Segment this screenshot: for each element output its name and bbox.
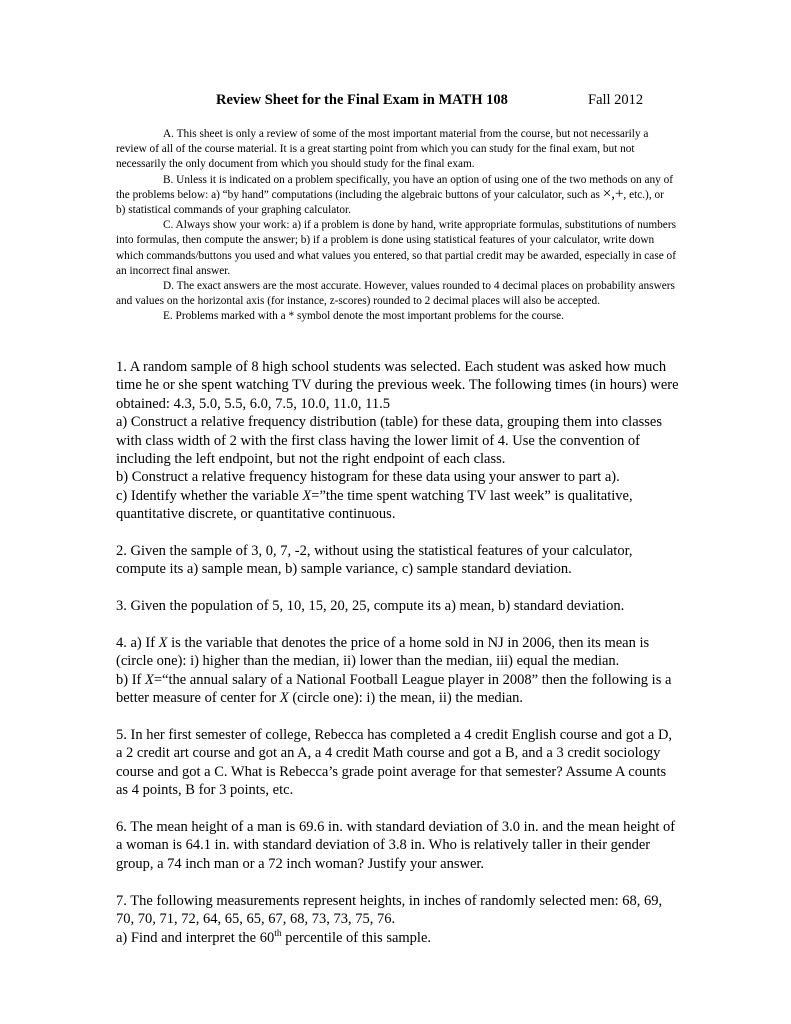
instruction-c: C. Always show your work: a) if a problem is done by hand, write appropriate formulas, substitutions of numbers into formulas, then compute the answer; b) if a problem is done using statistical features of your calculator, write down which commands/buttons you used and what values you entered, so that partial credit may be awarded, especially in case of an incorrect final answer. — [116, 219, 676, 277]
problem-3: 3. Given the population of 5, 10, 15, 20, 25, compute its a) mean, b) standard deviation. — [116, 598, 625, 615]
instructions — [116, 127, 676, 325]
problem-5: 5. In her first semester of college, Rebecca has completed a 4 credit English course and got a D, a 2 credit art course and got an A, a 4 credit Math course and got a B, and a 3 credit sociology course and got a C. What is Rebecca’s grade point average for that semester? Assume A counts as 4 points, B for 3 points, etc. — [116, 727, 673, 799]
instruction-d: D. The exact answers are the most accurate. However, values rounded to 4 decimal places on probability answers and values on the horizontal axis (for instance, z-scores) rounded to 2 decimal places will also be accepted. — [116, 280, 675, 308]
problem-7-part-a: a) Find and interpret the 60th percentile of this sample. — [116, 928, 432, 946]
operator-symbols: ×,+ — [602, 185, 624, 202]
problem-1-intro: 1. A random sample of 8 high school students was selected. Each student was asked how much time he or she spent watching TV during the previous week. The following times (in hours) were obtained: 4.3, 5.0, 5.5, 6.0, 7.5, 10.0, 11.0, 11.5 — [116, 359, 679, 412]
instruction-a: A. This sheet is only a review of some of the most important material from the course, but not necessarily a review of all of the course material. It is a great starting point from which you can study for the final exam, but not necessarily the only document from which you should study for the final exam. — [116, 128, 649, 171]
page-header — [0, 92, 791, 112]
page-title: Review Sheet for the Final Exam in MATH 108 — [216, 92, 508, 108]
term-label: Fall 2012 — [588, 92, 644, 108]
instruction-e: E. Problems marked with a * symbol denote the most important problems for the course. — [163, 310, 564, 323]
problem-4-part-b: b) If X=“the annual salary of a National Football League player in 2008” then the following is a better measure of center for X (circle one): i) the mean, ii) the median. — [116, 671, 672, 707]
problem-7-intro: 7. The following measurements represent heights, in inches of randomly selected men: 68, 69, 70, 70, 71, 72, 64, 65, 65, 67, 68, 73, 73, 75, 76. — [116, 892, 663, 928]
problem-6: 6. The mean height of a man is 69.6 in. with standard deviation of 3.0 in. and the mean height of a woman is 64.1 in. with standard deviation of 3.8 in. Who is relatively taller in their gender group, a 74 inch man or a 72 inch woman? Justify your answer. — [116, 819, 676, 872]
problem-1-part-c: c) Identify whether the variable X=”the time spent watching TV last week” is qualitative, quantitative discrete, or quantitative continuous. — [116, 487, 633, 523]
problem-1-part-a: a) Construct a relative frequency distribution (table) for these data, grouping them into classes with class width of 2 with the first class having the lower limit of 4. Use the convention of including the left endpoint, but not the right endpoint of each class. — [116, 414, 662, 468]
instruction-b: B. Unless it is indicated on a problem specifically, you have an option of using one of the two methods on any of the problems below: a) “by hand” computations (including the algebraic buttons of your calculator, such as ×,+, etc.), or b) statistical commands of your graphing calculator. — [116, 173, 674, 217]
problem-1-part-b: b) Construct a relative frequency histogram for these data using your answer to part a). — [116, 469, 620, 486]
problems — [116, 358, 681, 947]
problem-4-part-a: 4. a) If X is the variable that denotes the price of a home sold in NJ in 2006, then its mean is (circle one): i) higher than the median, ii) lower than the median, iii) equal the median. — [116, 635, 650, 670]
problem-2: 2. Given the sample of 3, 0, 7, -2, without using the statistical features of your calculator, compute its a) sample mean, b) sample variance, c) sample standard deviation. — [116, 543, 633, 578]
